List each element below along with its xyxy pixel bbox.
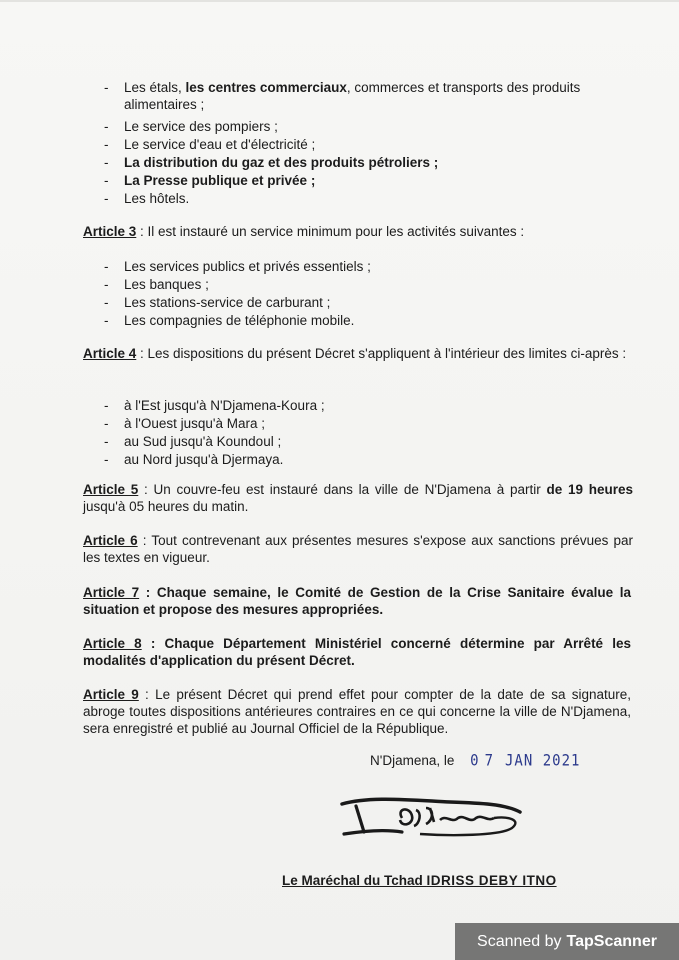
scanner-watermark-badge: Scanned by TapScanner [455, 923, 679, 960]
date-stamp-month-year: JAN 2021 [505, 751, 581, 771]
list-item: - Le service des pompiers ; [104, 119, 278, 134]
article-6: Article 6 : Tout contrevenant aux présentes mesures s'expose aux sanctions prévues par les textes en vigueur. [83, 533, 633, 565]
article-8: Article 8 : Chaque Département Ministériel concerné détermine par Arrêté les modalités d'application du présent Décret. [83, 636, 631, 668]
list-item: - au Nord jusqu'à Djermaya. [104, 452, 284, 467]
handwritten-signature-icon [330, 790, 530, 845]
list-item: - Les compagnies de téléphonie mobile. [104, 313, 355, 328]
list-item: - Les étals, les centres commerciaux, commerces et transports des produits [104, 80, 581, 95]
article-5: Article 5 : Un couvre-feu est instauré dans la ville de N'Djamena à partir de 19 heures jusqu'à 05 heures du matin. [83, 482, 633, 514]
list-item: - La Presse publique et privée ; [104, 173, 316, 188]
article-9: Article 9 : Le présent Décret qui prend effet pour compter de la date de sa signature, abroge toutes dispositions antérieures contraires en ce qui concerne la ville de N'Djamena, sera enregistré et publié au Journal Officiel de la République. [83, 687, 632, 736]
list-item: - Le service d'eau et d'électricité ; [104, 137, 316, 152]
list-item: - à l'Est jusqu'à N'Djamena-Koura ; [104, 398, 325, 413]
list-item: - Les banques ; [104, 277, 209, 292]
article-4: Article 4 : Les dispositions du présent Décret s'appliquent à l'intérieur des limites ci-après : [83, 346, 627, 361]
list-item: - Les stations-service de carburant ; [104, 295, 331, 310]
list-item: - Les services publics et privés essentiels ; [104, 259, 371, 274]
date-stamp-day: 07 [470, 751, 499, 771]
signatory-line: Le Maréchal du Tchad IDRISS DEBY ITNO [282, 873, 557, 888]
signature-date: N'Djamena, le 07 JAN 2021 [370, 751, 581, 771]
list-item: - à l'Ouest jusqu'à Mara ; [104, 416, 265, 431]
list-item: - Les hôtels. [104, 191, 190, 206]
page-top-edge [0, 0, 679, 2]
list-item-continuation: alimentaires ; [124, 97, 205, 112]
list-item: - La distribution du gaz et des produits pétroliers ; [104, 155, 439, 170]
list-item: - au Sud jusqu'à Koundoul ; [104, 434, 282, 449]
article-7: Article 7 : Chaque semaine, le Comité de Gestion de la Crise Sanitaire évalue la situation et propose des mesures appropriées. [83, 585, 631, 617]
article-3: Article 3 : Il est instauré un service minimum pour les activités suivantes : [83, 224, 525, 239]
